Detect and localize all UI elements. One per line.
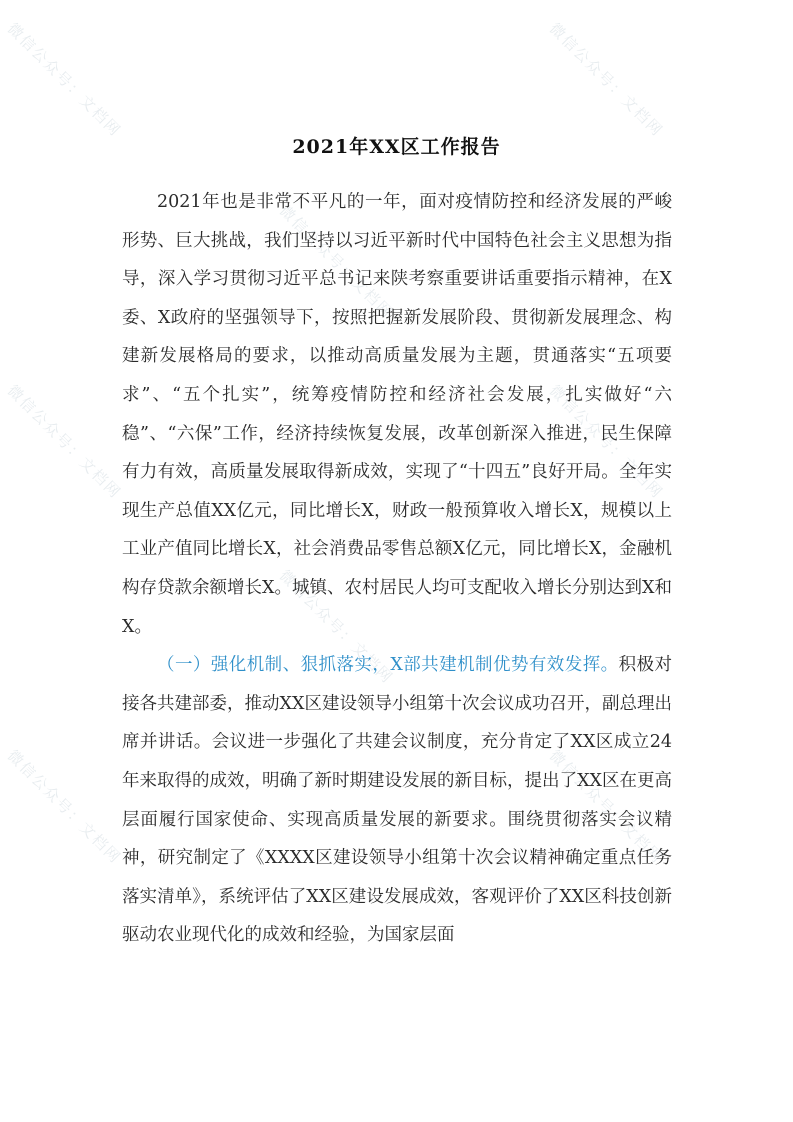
watermark-text: 微信公众号：文档网 — [545, 19, 667, 141]
watermark-text: 微信公众号：文档网 — [3, 19, 125, 141]
watermark-text: 微信公众号：文档网 — [545, 746, 667, 868]
watermark-text: 微信公众号：文档网 — [3, 381, 125, 503]
watermark-text: 微信公众号：文档网 — [275, 201, 397, 323]
watermark-text: 微信公众号：文档网 — [3, 746, 125, 868]
paragraph: 2021年也是非常不平凡的一年，面对疫情防控和经济发展的严峻形势、巨大挑战，我们坚持以习近平新时代中国特色社会主义思想为指导，深入学习贯彻习近平总书记来陕考察重要讲话重要指示精神，在X委、X政府的坚强领导下，按照把握新发展阶段、贯彻新发展理念、构建新发展格局的要求，以推动高质量发展为主题，贯通落实“五项要求”、“五个扎实”，统筹疫情防控和经济社会发展，扎实做好“六稳”、“六保”工作，经济持续恢复发展，改革创新深入推进，民生保障有力有效，高质量发展取得新成效，实现了“十四五”良好开局。全年实现生产总值XX亿元，同比增长X，财政一般预算收入增长X，规模以上工业产值同比增长X，社会消费品零售总额X亿元，同比增长X，金融机构存贷款余额增长X。城镇、农村居民人均可支配收入增长分别达到X和X。 — [122, 192, 672, 637]
watermark-text: 微信公众号：文档网 — [275, 566, 397, 688]
document-title: 2021年XX区工作报告 — [292, 136, 501, 158]
document-body — [122, 183, 672, 955]
section-heading: （一）强化机制、狠抓落实，X部共建机制优势有效发挥。 — [157, 655, 619, 676]
watermark-text: 微信公众号：文档网 — [545, 381, 667, 503]
paragraph — [122, 646, 672, 955]
paragraph-text: 积极对接各共建部委，推动XX区建设领导小组第十次会议成功召开，副总理出席并讲话。会议进一步强化了共建会议制度，充分肯定了XX区成立24年来取得的成效，明确了新时期建设发展的新目标，提出了XX区在更高层面履行国家使命、实现高质量发展的新要求。围绕贯彻落实会议精神，研究制定了《XXXX区建设领导小组第十次会议精神确定重点任务落实清单》，系统评估了XX区建设发展成效，客观评价了XX区科技创新驱动农业现代化的成效和经验，为国家层面 — [122, 655, 672, 946]
